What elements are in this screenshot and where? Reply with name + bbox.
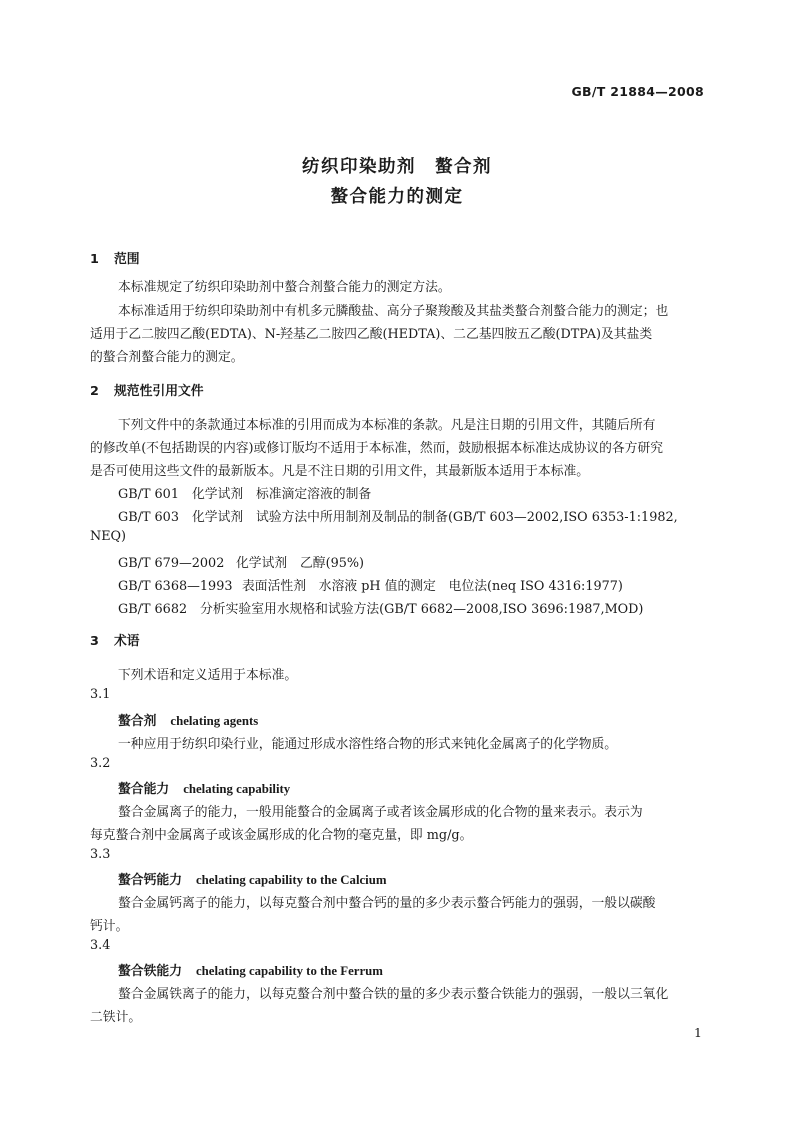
paragraph-line: 的修改单(不包括勘误的内容)或修订版均不适用于本标准，然而，鼓励根据本标准达成协议的各方研究 [90, 441, 664, 456]
document-title-line2: 螯合能力的测定 [330, 187, 464, 207]
section-3-heading [90, 630, 140, 649]
term-en: chelating capability [183, 782, 291, 796]
term-heading [118, 960, 383, 979]
reference-title: 化学试剂 试验方法中所用制剂及制品的制备(GB/T 603—2002,ISO 6353-1:1982, [192, 510, 678, 525]
term-number: 3.4 [90, 938, 111, 953]
term-en: chelating capability to the Ferrum [195, 964, 383, 978]
paragraph-line: 本标准适用于纺织印染助剂中有机多元膦酸盐、高分子聚羧酸及其盐类螯合剂螯合能力的测定；也 [118, 304, 669, 319]
term-en: chelating agents [170, 714, 259, 728]
definition-line: 螯合金属铁离子的能力，以每克螯合剂中螯合铁的量的多少表示螯合铁能力的强弱，一般以三氧化 [118, 987, 669, 1002]
document-title-line1: 纺织印染助剂 螯合剂 [302, 157, 492, 177]
reference-code: GB/T 603 [118, 510, 179, 525]
paragraph-line: 下列文件中的条款通过本标准的引用而成为本标准的条款。凡是注日期的引用文件，其随后所有 [118, 418, 656, 433]
definition-line: 螯合金属离子的能力，一般用能螯合的金属离子或者该金属形成的化合物的量来表示。表示为 [118, 805, 643, 820]
definition-line: 每克螯合剂中金属离子或该金属形成的化合物的毫克量，即 mg/g。 [90, 828, 473, 843]
reference-code: GB/T 679—2002 [118, 556, 225, 571]
term-number: 3.1 [90, 687, 111, 702]
term-zh: 螯合铁能力 [118, 964, 182, 979]
term-heading [118, 869, 387, 888]
paragraph-line: 本标准规定了纺织印染助剂中螯合剂螯合能力的测定方法。 [118, 280, 451, 295]
page-number: 1 [694, 1025, 702, 1040]
definition-line: 一种应用于纺织印染行业，能通过形成水溶性络合物的形式来钝化金属离子的化学物质。 [118, 737, 618, 752]
term-number: 3.2 [90, 756, 111, 771]
section-1-heading [90, 248, 140, 267]
section-title: 术语 [114, 634, 140, 649]
term-heading [118, 710, 258, 729]
definition-line: 二铁计。 [90, 1010, 142, 1025]
definition-line: 钙计。 [90, 919, 129, 934]
section-number: 2 [90, 384, 99, 399]
standard-code: GB/T 21884—2008 [571, 84, 704, 99]
reference-title: 化学试剂 标准滴定溶液的制备 [192, 487, 372, 502]
reference-title: 表面活性剂 水溶液 pH 值的测定 电位法(neq ISO 4316:1977) [242, 579, 623, 594]
term-en: chelating capability to the Calcium [195, 873, 387, 887]
definition-line: 螯合金属钙离子的能力，以每克螯合剂中螯合钙的量的多少表示螯合钙能力的强弱，一般以碳酸 [118, 896, 656, 911]
paragraph-line: 下列术语和定义适用于本标准。 [118, 668, 298, 683]
term-zh: 螯合剂 [118, 714, 157, 729]
reference-item [118, 575, 623, 594]
reference-title: 化学试剂 乙醇(95%) [236, 556, 365, 571]
section-title: 范围 [114, 252, 140, 267]
reference-code: GB/T 601 [118, 487, 179, 502]
reference-code: GB/T 6368—1993 [118, 579, 233, 594]
section-2-heading [90, 380, 204, 399]
paragraph-line: 适用于乙二胺四乙酸(EDTA)、N-羟基乙二胺四乙酸(HEDTA)、二乙基四胺五乙酸(DTPA)及其盐类 [90, 327, 653, 342]
paragraph-line: 的螯合剂螯合能力的测定。 [90, 350, 244, 365]
reference-item [118, 598, 643, 617]
section-title: 规范性引用文件 [114, 384, 204, 399]
reference-continuation: NEQ) [90, 529, 127, 544]
section-number: 1 [90, 252, 99, 267]
term-number: 3.3 [90, 847, 111, 862]
reference-item [118, 506, 678, 525]
reference-item [118, 552, 364, 571]
reference-code: GB/T 6682 [118, 602, 188, 617]
paragraph-line: 是否可使用这些文件的最新版本。凡是不注日期的引用文件，其最新版本适用于本标准。 [90, 464, 590, 479]
reference-title: 分析实验室用水规格和试验方法(GB/T 6682—2008,ISO 3696:1987,MOD) [200, 602, 644, 617]
reference-item [118, 483, 371, 502]
term-zh: 螯合能力 [118, 782, 170, 797]
term-heading [118, 778, 290, 797]
term-zh: 螯合钙能力 [118, 873, 182, 888]
section-number: 3 [90, 634, 99, 649]
